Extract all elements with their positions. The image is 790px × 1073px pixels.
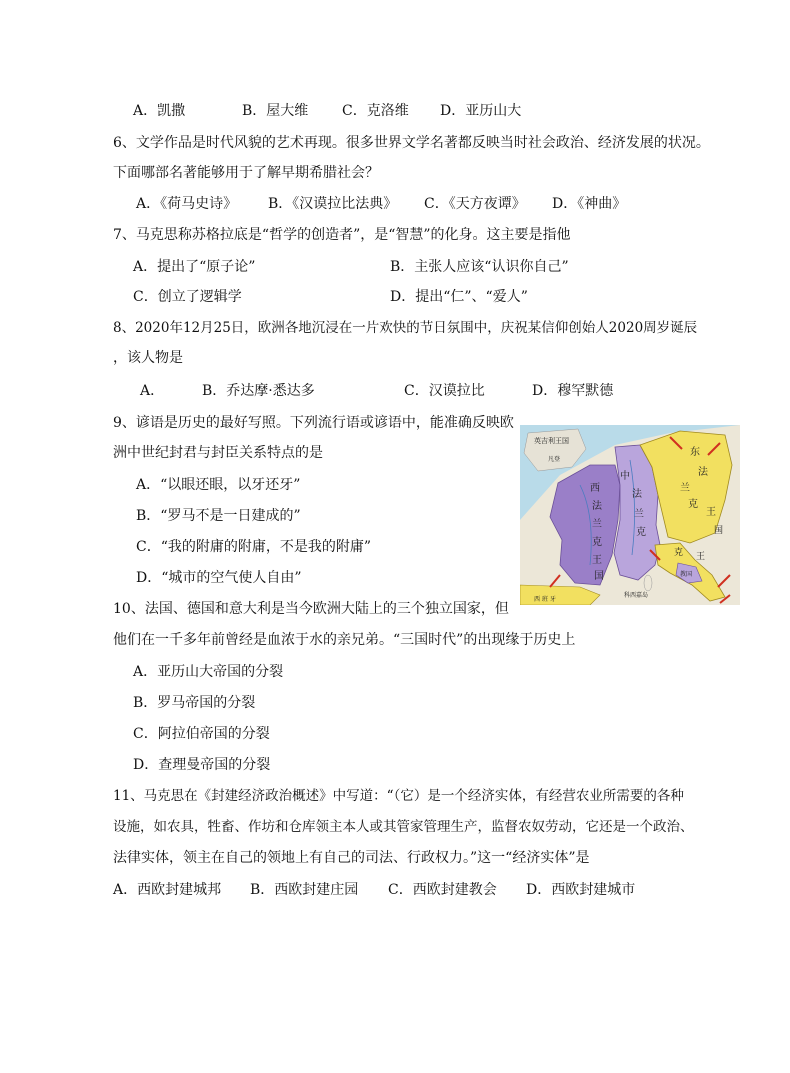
q10-option-d: D．查理曼帝国的分裂	[133, 757, 271, 773]
verdun-division-map	[520, 425, 740, 605]
q7-option-a: A．提出了“原子论”	[133, 259, 256, 275]
map-label-west-4: 克	[592, 537, 602, 548]
map-label-east-3: 兰	[680, 483, 690, 494]
map-label-mid-4: 克	[636, 527, 646, 538]
map-label-east-5: 王	[706, 507, 716, 518]
q11-option-d: D．西欧封建城市	[526, 882, 636, 898]
q10-option-c: C．阿拉伯帝国的分裂	[133, 726, 270, 742]
q10-option-b: B．罗马帝国的分裂	[133, 695, 256, 711]
q8-stem-line2: ，该人物是	[113, 350, 183, 366]
map-label-mid-2: 法	[632, 489, 642, 500]
q10-stem-line1: 10、法国、德国和意大利是当今欧洲大陆上的三个独立国家，但	[113, 601, 509, 617]
map-label-italy-2: 王	[696, 552, 706, 562]
map-label-west-3: 兰	[592, 519, 602, 530]
q6-stem-line1: 6、文学作品是时代风貌的艺术再现。很多世界文学名著都反映当时社会政治、经济发展的状况。	[113, 135, 710, 151]
q9-option-d: D．“城市的空气使人自由”	[136, 570, 302, 586]
q8-option-b: B．乔达摩·悉达多	[202, 383, 315, 399]
q7-option-c: C．创立了逻辑学	[133, 289, 242, 305]
q7-option-d: D．提出“仁”、“爱人”	[390, 289, 528, 305]
q8-option-d: D．穆罕默德	[532, 383, 614, 399]
map-label-italy-1: 克	[674, 548, 684, 558]
q10-stem-line2: 他们在一千多年前曾经是血浓于水的亲兄弟。“三国时代”的出现缘于历史上	[113, 632, 576, 648]
q8-stem-line1: 8、2020年12月25日，欧洲各地沉浸在一片欢快的节日氛围中，庆祝某信仰创始人2020周岁诞辰	[113, 320, 698, 336]
map-label-england: 英吉利王国	[534, 437, 569, 445]
map-label-east-4: 克	[688, 499, 698, 510]
q10-option-a: A．亚历山大帝国的分裂	[133, 664, 284, 680]
map-label-corsica: 科西嘉岛	[624, 592, 649, 599]
q5-option-a: A．凯撒	[133, 103, 186, 119]
q9-option-c: C．“我的附庸的附庸，不是我的附庸”	[136, 539, 372, 555]
map-label-west-1: 西	[590, 483, 600, 494]
q5-option-d: D．亚历山大	[440, 103, 522, 119]
map-corsica	[644, 575, 652, 591]
q7-option-b: B．主张人应该“认识你自己”	[390, 259, 569, 275]
q6-option-a: A．《荷马史诗》	[136, 196, 238, 212]
q8-option-c: C．汉谟拉比	[404, 383, 485, 399]
q5-option-c: C．克洛维	[342, 103, 409, 119]
q11-stem-line3: 法律实体，领主在自己的领地上有自己的司法、行政权力。”这一“经济实体”是	[113, 850, 590, 866]
map-label-sea: 西 班 牙	[534, 596, 556, 603]
q9-option-b: B．“罗马不是一日建成的”	[136, 508, 301, 524]
q11-stem-line1: 11、马克思在《封建经济政治概述》中写道：“（它）是一个经济实体，有经营农业所需要的各种	[113, 788, 684, 804]
q6-stem-line2: 下面哪部名著能够用于了解早期希腊社会？	[113, 165, 379, 181]
q6-option-b: B．《汉谟拉比法典》	[268, 196, 398, 212]
q6-option-c: C．《天方夜谭》	[424, 196, 526, 212]
q6-option-d: D．《神曲》	[552, 196, 627, 212]
map-label-east-1: 东	[690, 447, 700, 458]
map-label-mid-1: 中	[620, 471, 630, 482]
q5-option-b: B．屋大维	[242, 103, 309, 119]
q7-stem: 7、马克思称苏格拉底是“哲学的创造者”，是“智慧”的化身。这主要是指他	[113, 227, 571, 243]
q8-option-a: A．	[140, 383, 165, 399]
q11-option-b: B．西欧封建庄园	[250, 882, 359, 898]
map-label-east-6: 国	[714, 526, 724, 536]
map-label-legend: 凡登	[548, 456, 561, 463]
q9-stem-line2: 洲中世纪封君与封臣关系特点的是	[113, 445, 323, 461]
map-label-papal: 教国	[680, 571, 693, 578]
q9-stem-line1: 9、谚语是历史的最好写照。下列流行语或谚语中，能准确反映欧	[113, 415, 514, 431]
map-label-east-2: 法	[698, 467, 708, 478]
map-label-west-6: 国	[594, 571, 604, 582]
map-label-west-2: 法	[592, 501, 602, 512]
map-label-mid-3: 兰	[634, 509, 644, 520]
q11-stem-line2: 设施，如农具，牲畜、作坊和仓库领主本人或其管家管理生产，监督农奴劳动，它还是一个政治、	[113, 819, 694, 835]
q11-option-a: A．西欧封建城邦	[113, 882, 222, 898]
map-label-west-5: 王	[592, 555, 602, 566]
q9-option-a: A．“以眼还眼，以牙还牙”	[136, 477, 301, 493]
q11-option-c: C．西欧封建教会	[388, 882, 497, 898]
